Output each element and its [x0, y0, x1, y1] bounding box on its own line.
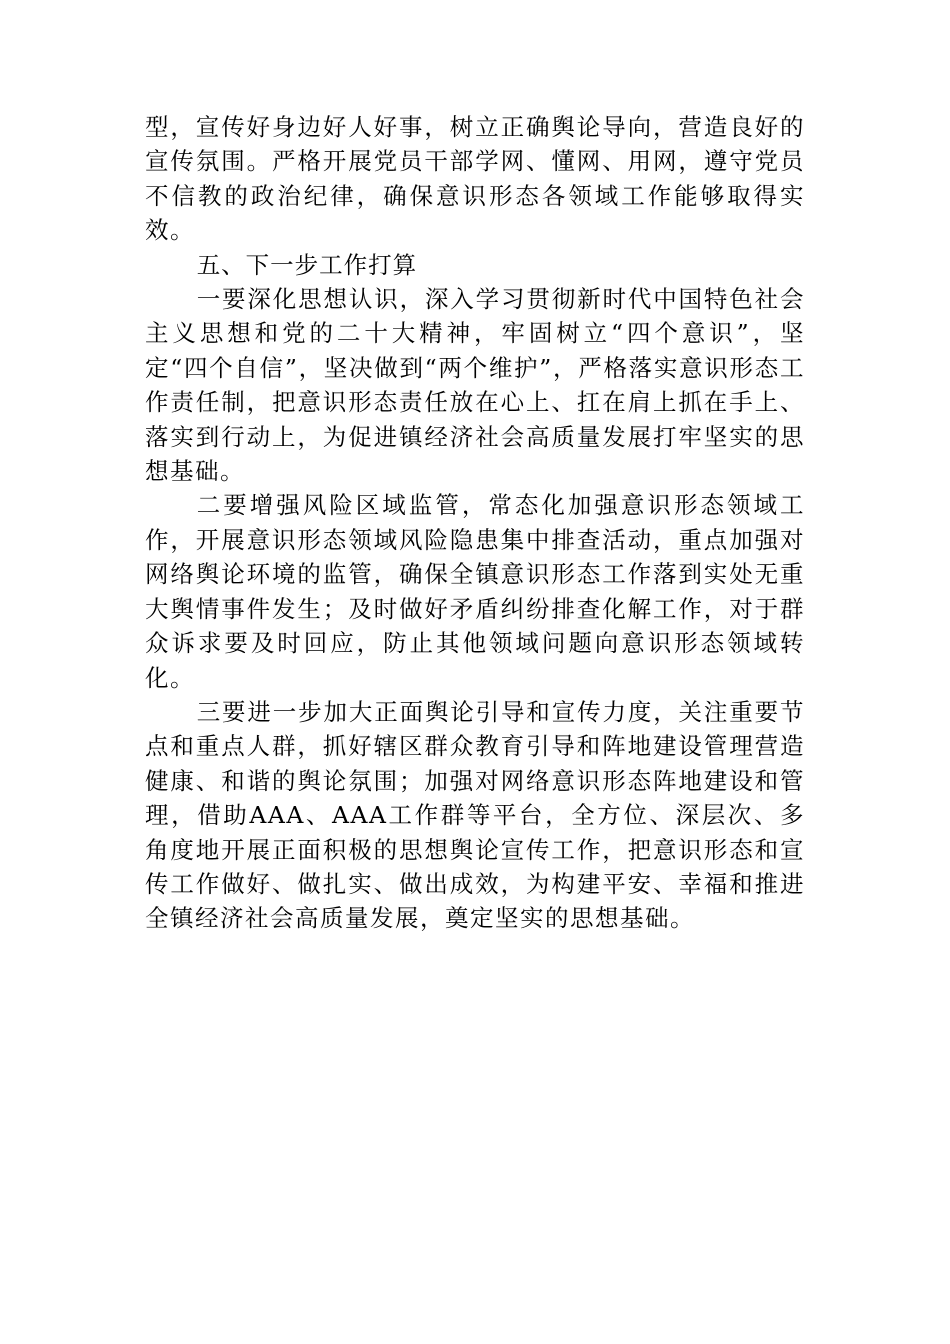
paragraph-1: 一要深化思想认识，深入学习贯彻新时代中国特色社会主义思想和党的二十大精神，牢固树立“四个意识”，坚定“四个自信”，坚决做到“两个维护”，严格落实意识形态工作责任制，把意识形态责任放在心上、扛在肩上抓在手上、落实到行动上，为促进镇经济社会高质量发展打牢坚实的思想基础。	[145, 285, 805, 486]
paragraph-2: 二要增强风险区域监管，常态化加强意识形态领域工作，开展意识形态领域风险隐患集中排查活动，重点加强对网络舆论环境的监管，确保全镇意识形态工作落到实处无重大舆情事件发生；及时做好矛盾纠纷排查化解工作，对于群众诉求要及时回应，防止其他领域问题向意识形态领域转化。	[145, 491, 805, 692]
document-body	[145, 110, 805, 936]
paragraph-3: 三要进一步加大正面舆论引导和宣传力度，关注重要节点和重点人群，抓好辖区群众教育引导和阵地建设管理营造健康、和谐的舆论氛围；加强对网络意识形态阵地建设和管理，借助AAA、AAA工作群等平台，全方位、深层次、多角度地开展正面积极的思想舆论宣传工作，把意识形态和宣传工作做好、做扎实、做出成效，为构建平安、幸福和推进全镇经济社会高质量发展，奠定坚实的思想基础。	[145, 697, 805, 933]
continuation-paragraph: 型，宣传好身边好人好事，树立正确舆论导向，营造良好的宣传氛围。严格开展党员干部学网、懂网、用网，遵守党员不信教的政治纪律，确保意识形态各领域工作能够取得实效。	[145, 113, 805, 245]
section-heading: 五、下一步工作打算	[196, 250, 418, 279]
